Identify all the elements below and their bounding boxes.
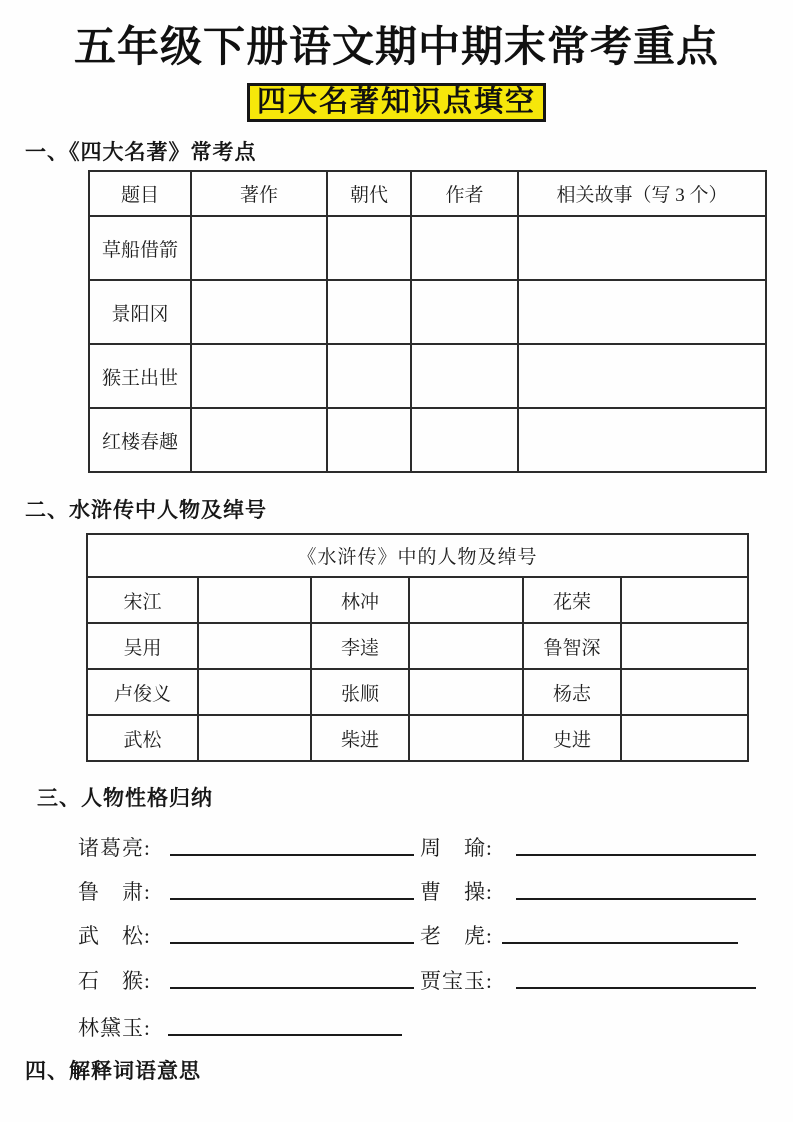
nickname-blank-cell xyxy=(198,623,311,669)
character-label: 贾宝玉: xyxy=(420,969,493,993)
blank-cell xyxy=(411,280,518,344)
subtitle-row xyxy=(0,83,793,122)
answer-line xyxy=(170,876,414,900)
header-cell-topic: 题目 xyxy=(89,171,191,216)
nickname-blank-cell xyxy=(409,623,523,669)
blank-cell xyxy=(518,344,766,408)
nickname-blank-cell xyxy=(621,577,748,623)
row-label-cell: 景阳冈 xyxy=(89,280,191,344)
table-row xyxy=(89,216,766,280)
nickname-blank-cell xyxy=(198,669,311,715)
table-title-cell: 《水浒传》中的人物及绰号 xyxy=(87,534,748,577)
section-heading-4: 四、解释词语意思 xyxy=(25,1059,201,1083)
nickname-blank-cell xyxy=(198,577,311,623)
header-cell-stories: 相关故事（写 3 个） xyxy=(518,171,766,216)
classics-table xyxy=(88,170,767,473)
blank-cell xyxy=(191,280,327,344)
table-row xyxy=(89,408,766,472)
answer-line xyxy=(170,920,414,944)
character-name-cell: 宋江 xyxy=(87,577,198,623)
character-label: 周 瑜: xyxy=(420,836,493,860)
header-cell-dynasty: 朝代 xyxy=(327,171,411,216)
blank-cell xyxy=(518,280,766,344)
table-row xyxy=(87,715,748,761)
character-label: 林黛玉: xyxy=(78,1016,151,1040)
answer-line xyxy=(516,965,756,989)
nickname-blank-cell xyxy=(198,715,311,761)
character-name-cell: 花荣 xyxy=(523,577,621,623)
character-name-cell: 吴用 xyxy=(87,623,198,669)
answer-line xyxy=(170,832,414,856)
blank-cell xyxy=(411,408,518,472)
character-label: 老 虎: xyxy=(420,924,493,948)
section-heading-3: 三、人物性格归纳 xyxy=(37,786,213,810)
blank-cell xyxy=(191,408,327,472)
blank-cell xyxy=(518,408,766,472)
nickname-blank-cell xyxy=(409,715,523,761)
classics-header-row xyxy=(89,171,766,216)
page-title: 五年级下册语文期中期末常考重点 xyxy=(73,23,719,70)
answer-line xyxy=(170,965,414,989)
blank-cell xyxy=(518,216,766,280)
row-label-cell: 红楼春趣 xyxy=(89,408,191,472)
header-cell-work: 著作 xyxy=(191,171,327,216)
answer-line xyxy=(502,920,738,944)
table-row xyxy=(87,669,748,715)
character-name-cell: 李逵 xyxy=(311,623,409,669)
row-label-cell: 猴王出世 xyxy=(89,344,191,408)
table-row xyxy=(89,344,766,408)
character-label: 诸葛亮: xyxy=(78,836,151,860)
character-label: 石 猴: xyxy=(78,969,151,993)
character-label: 鲁 肃: xyxy=(78,880,151,904)
character-name-cell: 史进 xyxy=(523,715,621,761)
blank-cell xyxy=(327,216,411,280)
character-name-cell: 柴进 xyxy=(311,715,409,761)
row-label-cell: 草船借箭 xyxy=(89,216,191,280)
nickname-blank-cell xyxy=(409,669,523,715)
trait-row xyxy=(0,920,793,952)
trait-row xyxy=(0,1012,793,1044)
table-row xyxy=(87,577,748,623)
character-label: 武 松: xyxy=(78,924,151,948)
section-heading-1: 一、《四大名著》常考点 xyxy=(25,140,257,164)
blank-cell xyxy=(411,216,518,280)
answer-line xyxy=(168,1012,402,1036)
character-name-cell: 卢俊义 xyxy=(87,669,198,715)
answer-line xyxy=(516,876,756,900)
character-name-cell: 武松 xyxy=(87,715,198,761)
table-title-row xyxy=(87,534,748,577)
nickname-blank-cell xyxy=(621,715,748,761)
character-name-cell: 杨志 xyxy=(523,669,621,715)
answer-line xyxy=(516,832,756,856)
blank-cell xyxy=(191,344,327,408)
header-cell-author: 作者 xyxy=(411,171,518,216)
character-label: 曹 操: xyxy=(420,880,493,904)
trait-row xyxy=(0,876,793,908)
blank-cell xyxy=(411,344,518,408)
blank-cell xyxy=(327,408,411,472)
table-row xyxy=(87,623,748,669)
nickname-blank-cell xyxy=(621,669,748,715)
water-margin-table xyxy=(86,533,749,762)
character-name-cell: 林冲 xyxy=(311,577,409,623)
nickname-blank-cell xyxy=(621,623,748,669)
table-row xyxy=(89,280,766,344)
blank-cell xyxy=(327,344,411,408)
character-name-cell: 张顺 xyxy=(311,669,409,715)
subtitle-highlight: 四大名著知识点填空 xyxy=(247,83,546,122)
trait-row xyxy=(0,965,793,997)
trait-row xyxy=(0,832,793,864)
section-heading-2: 二、水浒传中人物及绰号 xyxy=(25,498,267,522)
character-name-cell: 鲁智深 xyxy=(523,623,621,669)
nickname-blank-cell xyxy=(409,577,523,623)
blank-cell xyxy=(327,280,411,344)
blank-cell xyxy=(191,216,327,280)
